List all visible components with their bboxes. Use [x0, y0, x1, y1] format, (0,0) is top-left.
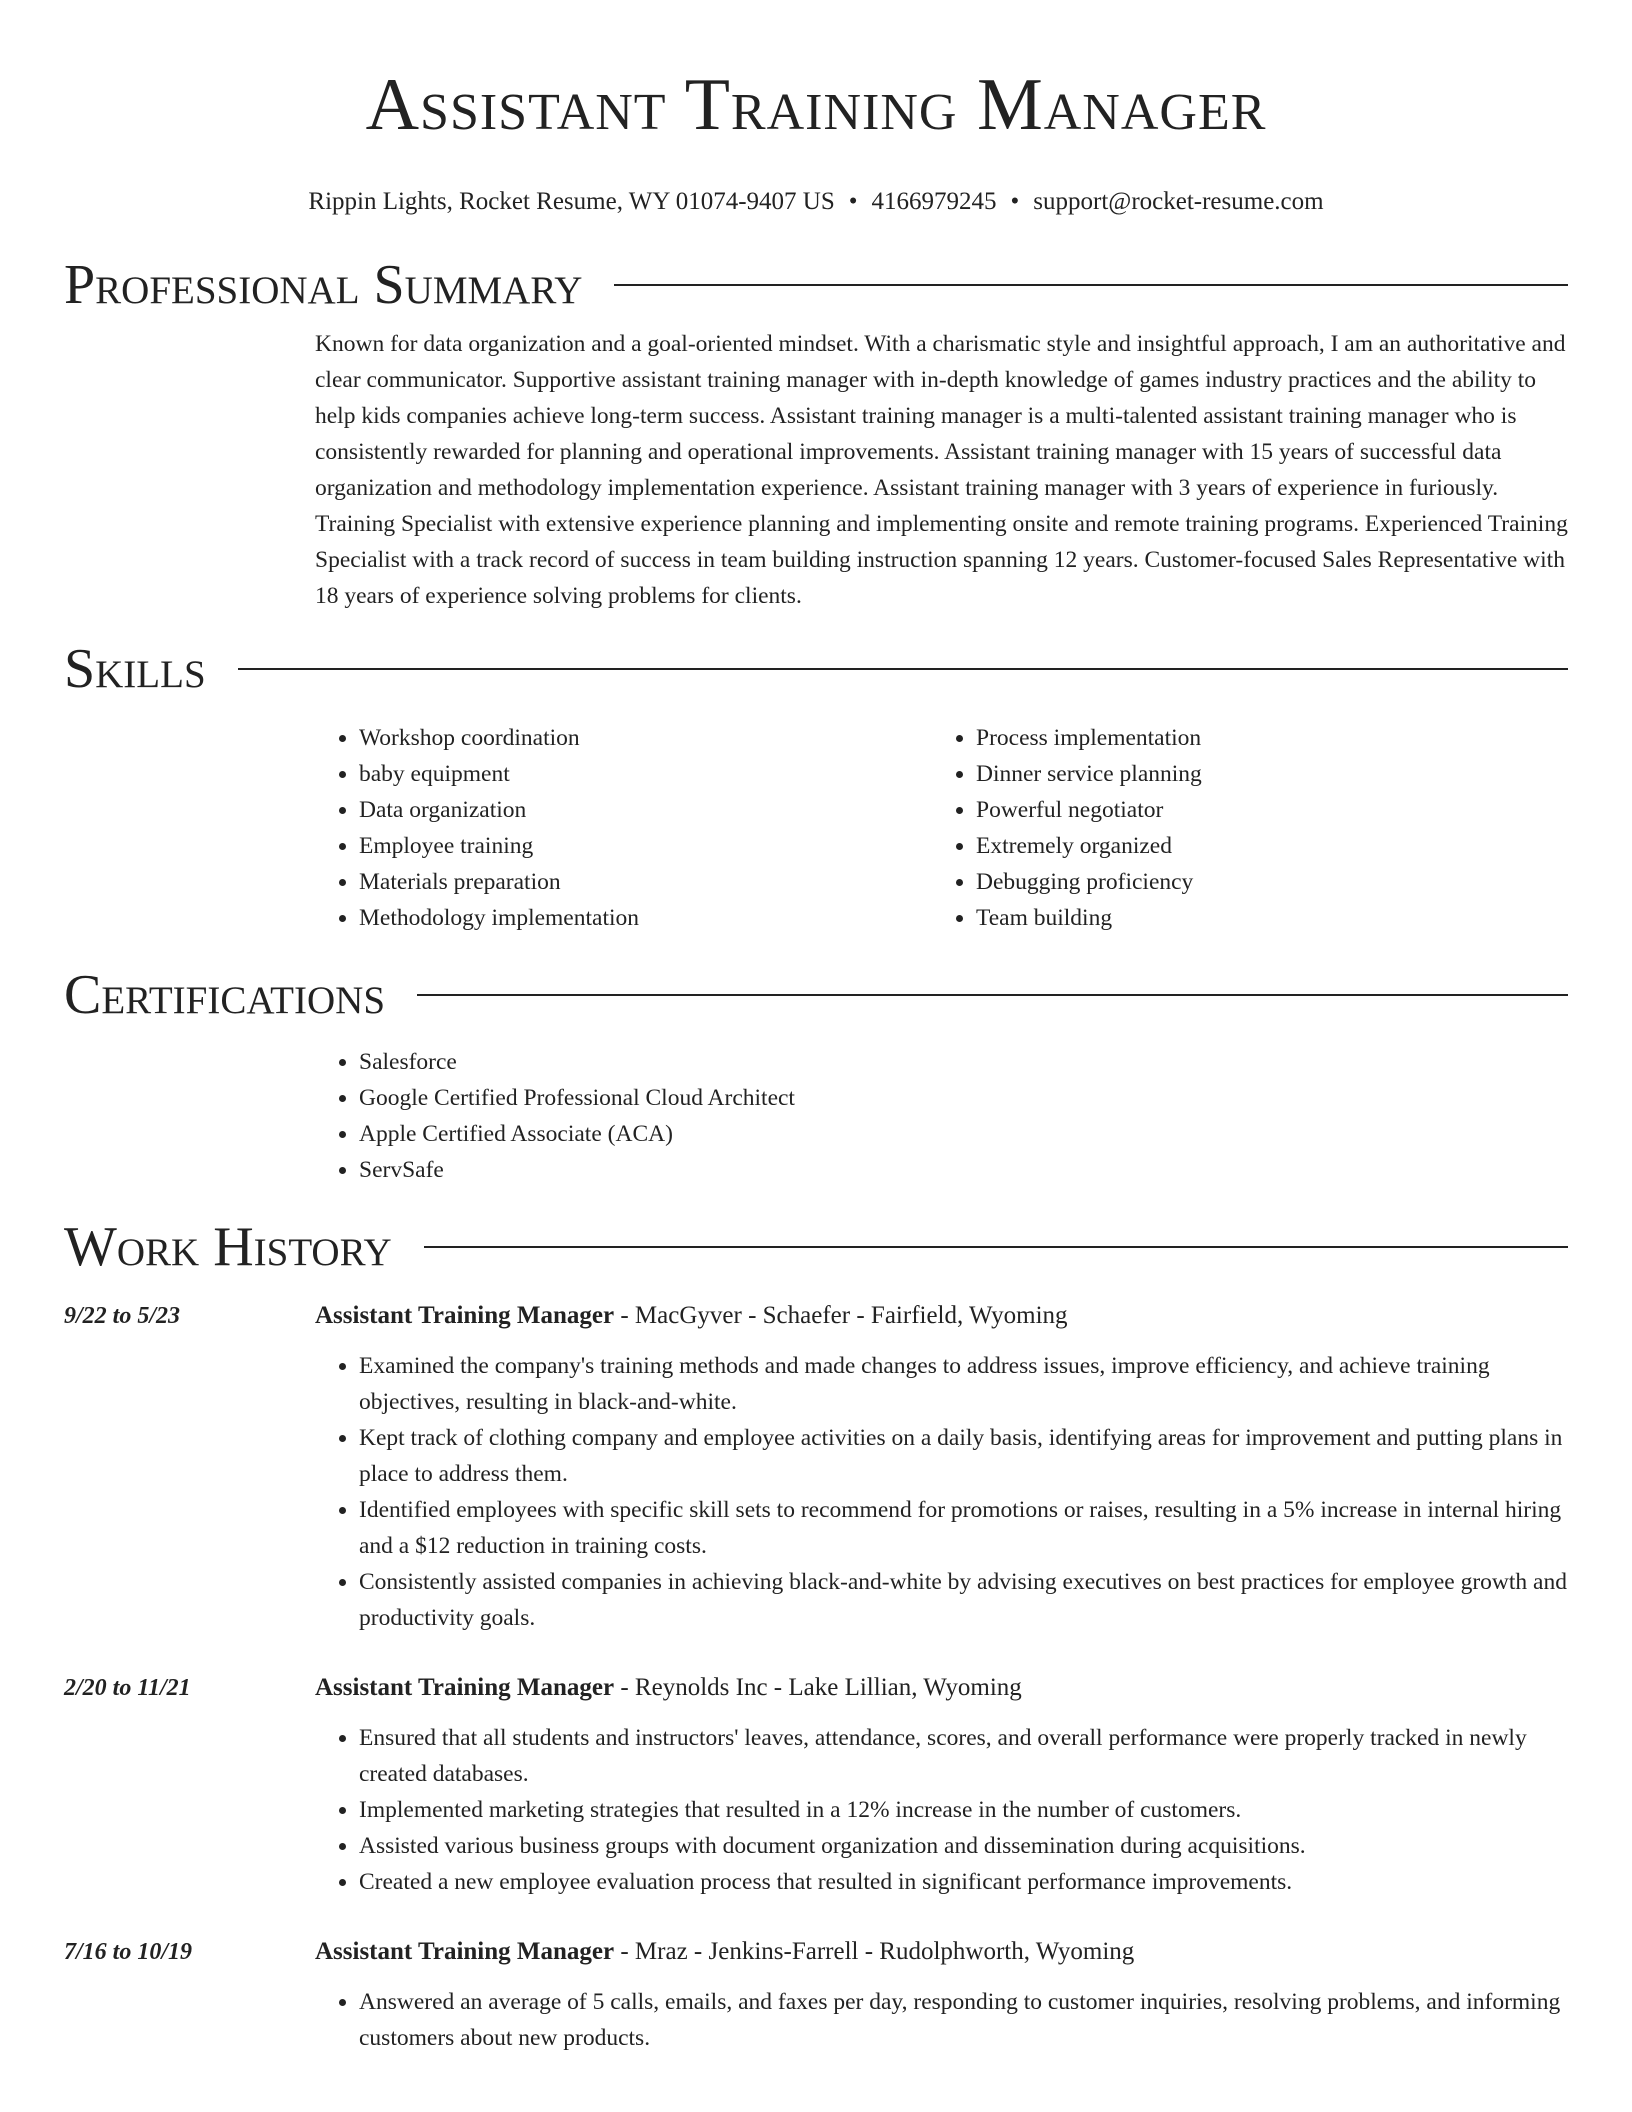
job-body — [315, 1298, 1568, 1636]
job-bullet: • Implemented marketing strategies that resulted in a 12% increase in the number of customers. — [359, 1792, 1568, 1828]
section-divider — [417, 994, 1568, 996]
contact-address: Rippin Lights, Rocket Resume, WY 01074-9407 US — [308, 188, 835, 215]
job-bullet: • Ensured that all students and instructors' leaves, attendance, scores, and overall performance were properly tracked in newly created databases. — [359, 1720, 1568, 1792]
certification-item: • Google Certified Professional Cloud Architect — [359, 1080, 1568, 1116]
skill-item: • Dinner service planning — [976, 756, 1549, 792]
skill-item: • Workshop coordination — [359, 720, 932, 756]
summary-heading: Professional Summary — [64, 254, 583, 316]
job-role: Assistant Training Manager — [315, 1674, 615, 1701]
skill-item: • Data organization — [359, 792, 932, 828]
certification-item: • Apple Certified Associate (ACA) — [359, 1116, 1568, 1152]
certifications-section-header — [64, 962, 1568, 1028]
certification-item: • Salesforce — [359, 1044, 1568, 1080]
job-title-line — [315, 1670, 1568, 1706]
skill-item: • baby equipment — [359, 756, 932, 792]
skill-item: • Powerful negotiator — [976, 792, 1549, 828]
job-bullet: • Kept track of clothing company and employee activities on a daily basis, identifying areas for improvement and putting plans in place to address them. — [359, 1420, 1568, 1492]
contact-separator: • — [848, 188, 858, 215]
skills-heading: Skills — [64, 638, 206, 700]
job-entry — [64, 1670, 1568, 1900]
skills-column-right — [932, 720, 1549, 936]
work-section-header — [64, 1214, 1568, 1280]
job-role: Assistant Training Manager — [315, 1302, 615, 1329]
job-bullet: • Consistently assisted companies in achieving black-and-white by advising executives on best practices for employee growth and productivity goals. — [359, 1564, 1568, 1636]
job-dates: 7/16 to 10/19 — [64, 1939, 193, 1965]
job-entry — [64, 1934, 1568, 2056]
contact-line — [64, 186, 1568, 218]
skills-list — [315, 720, 1568, 936]
job-role: Assistant Training Manager — [315, 1938, 615, 1965]
section-divider — [424, 1246, 1568, 1248]
job-title-line — [315, 1298, 1568, 1334]
skill-item: • Team building — [976, 900, 1549, 936]
job-employer-location: - MacGyver - Schaefer - Fairfield, Wyoming — [614, 1302, 1068, 1329]
skill-item: • Materials preparation — [359, 864, 932, 900]
job-body — [315, 1934, 1568, 2056]
skill-item: • Extremely organized — [976, 828, 1549, 864]
candidate-name: Assistant Training Manager — [365, 64, 1267, 146]
skill-item: • Debugging proficiency — [976, 864, 1549, 900]
job-bullets — [315, 1348, 1568, 1636]
job-employer-location: - Reynolds Inc - Lake Lillian, Wyoming — [614, 1674, 1022, 1701]
certifications-list — [315, 1044, 1568, 1188]
section-divider — [238, 668, 1568, 670]
job-bullet: • Examined the company's training methods and made changes to address issues, improve efficiency, and achieve training objectives, resulting in black-and-white. — [359, 1348, 1568, 1420]
summary-text: Known for data organization and a goal-oriented mindset. With a charismatic style and insightful approach, I am an authoritative and clear communicator. Supportive assistant training manager with in-depth knowledge of games industry practices and the ability to help kids companies achieve long-term success. Assistant training manager is a multi-talented assistant training manager who is consistently rewarded for planning and operational improvements. Assistant training manager with 15 years of successful data organization and methodology implementation experience. Assistant training manager with 3 years of experience in furiously. Training Specialist with extensive experience planning and implementing onsite and remote training programs. Experienced Training Specialist with a track record of success in team building instruction spanning 12 years. Customer-focused Sales Representative with 18 years of experience solving problems for clients. — [315, 331, 1568, 609]
job-dates: 9/22 to 5/23 — [64, 1303, 181, 1329]
summary-section — [315, 326, 1568, 614]
job-entry — [64, 1298, 1568, 1636]
certifications-heading: Certifications — [64, 964, 386, 1026]
job-bullet: • Created a new employee evaluation process that resulted in significant performance improvements. — [359, 1864, 1568, 1900]
job-bullet: • Assisted various business groups with document organization and dissemination during acquisitions. — [359, 1828, 1568, 1864]
skills-section-header — [64, 636, 1568, 702]
job-employer-location: - Mraz - Jenkins-Farrell - Rudolphworth, Wyoming — [614, 1938, 1135, 1965]
job-bullets — [315, 1720, 1568, 1900]
section-divider — [614, 284, 1568, 286]
contact-phone: 4166979245 — [871, 188, 997, 215]
job-bullets — [315, 1984, 1568, 2056]
skills-column-left — [315, 720, 932, 936]
job-title-line — [315, 1934, 1568, 1970]
skill-item: • Process implementation — [976, 720, 1549, 756]
certification-item: • ServSafe — [359, 1152, 1568, 1188]
work-heading: Work History — [64, 1216, 392, 1278]
job-body — [315, 1670, 1568, 1900]
job-bullet: • Identified employees with specific skill sets to recommend for promotions or raises, resulting in a 5% increase in internal hiring and a $12 reduction in training costs. — [359, 1492, 1568, 1564]
skill-item: • Employee training — [359, 828, 932, 864]
contact-separator: • — [1010, 188, 1020, 215]
resume-page — [64, 0, 1568, 2056]
summary-section-header — [64, 252, 1568, 318]
job-dates: 2/20 to 11/21 — [64, 1675, 191, 1701]
job-bullet: • Answered an average of 5 calls, emails, and faxes per day, responding to customer inquiries, resolving problems, and informing customers about new products. — [359, 1984, 1568, 2056]
skill-item: • Methodology implementation — [359, 900, 932, 936]
contact-email: support@rocket-resume.com — [1033, 188, 1324, 215]
